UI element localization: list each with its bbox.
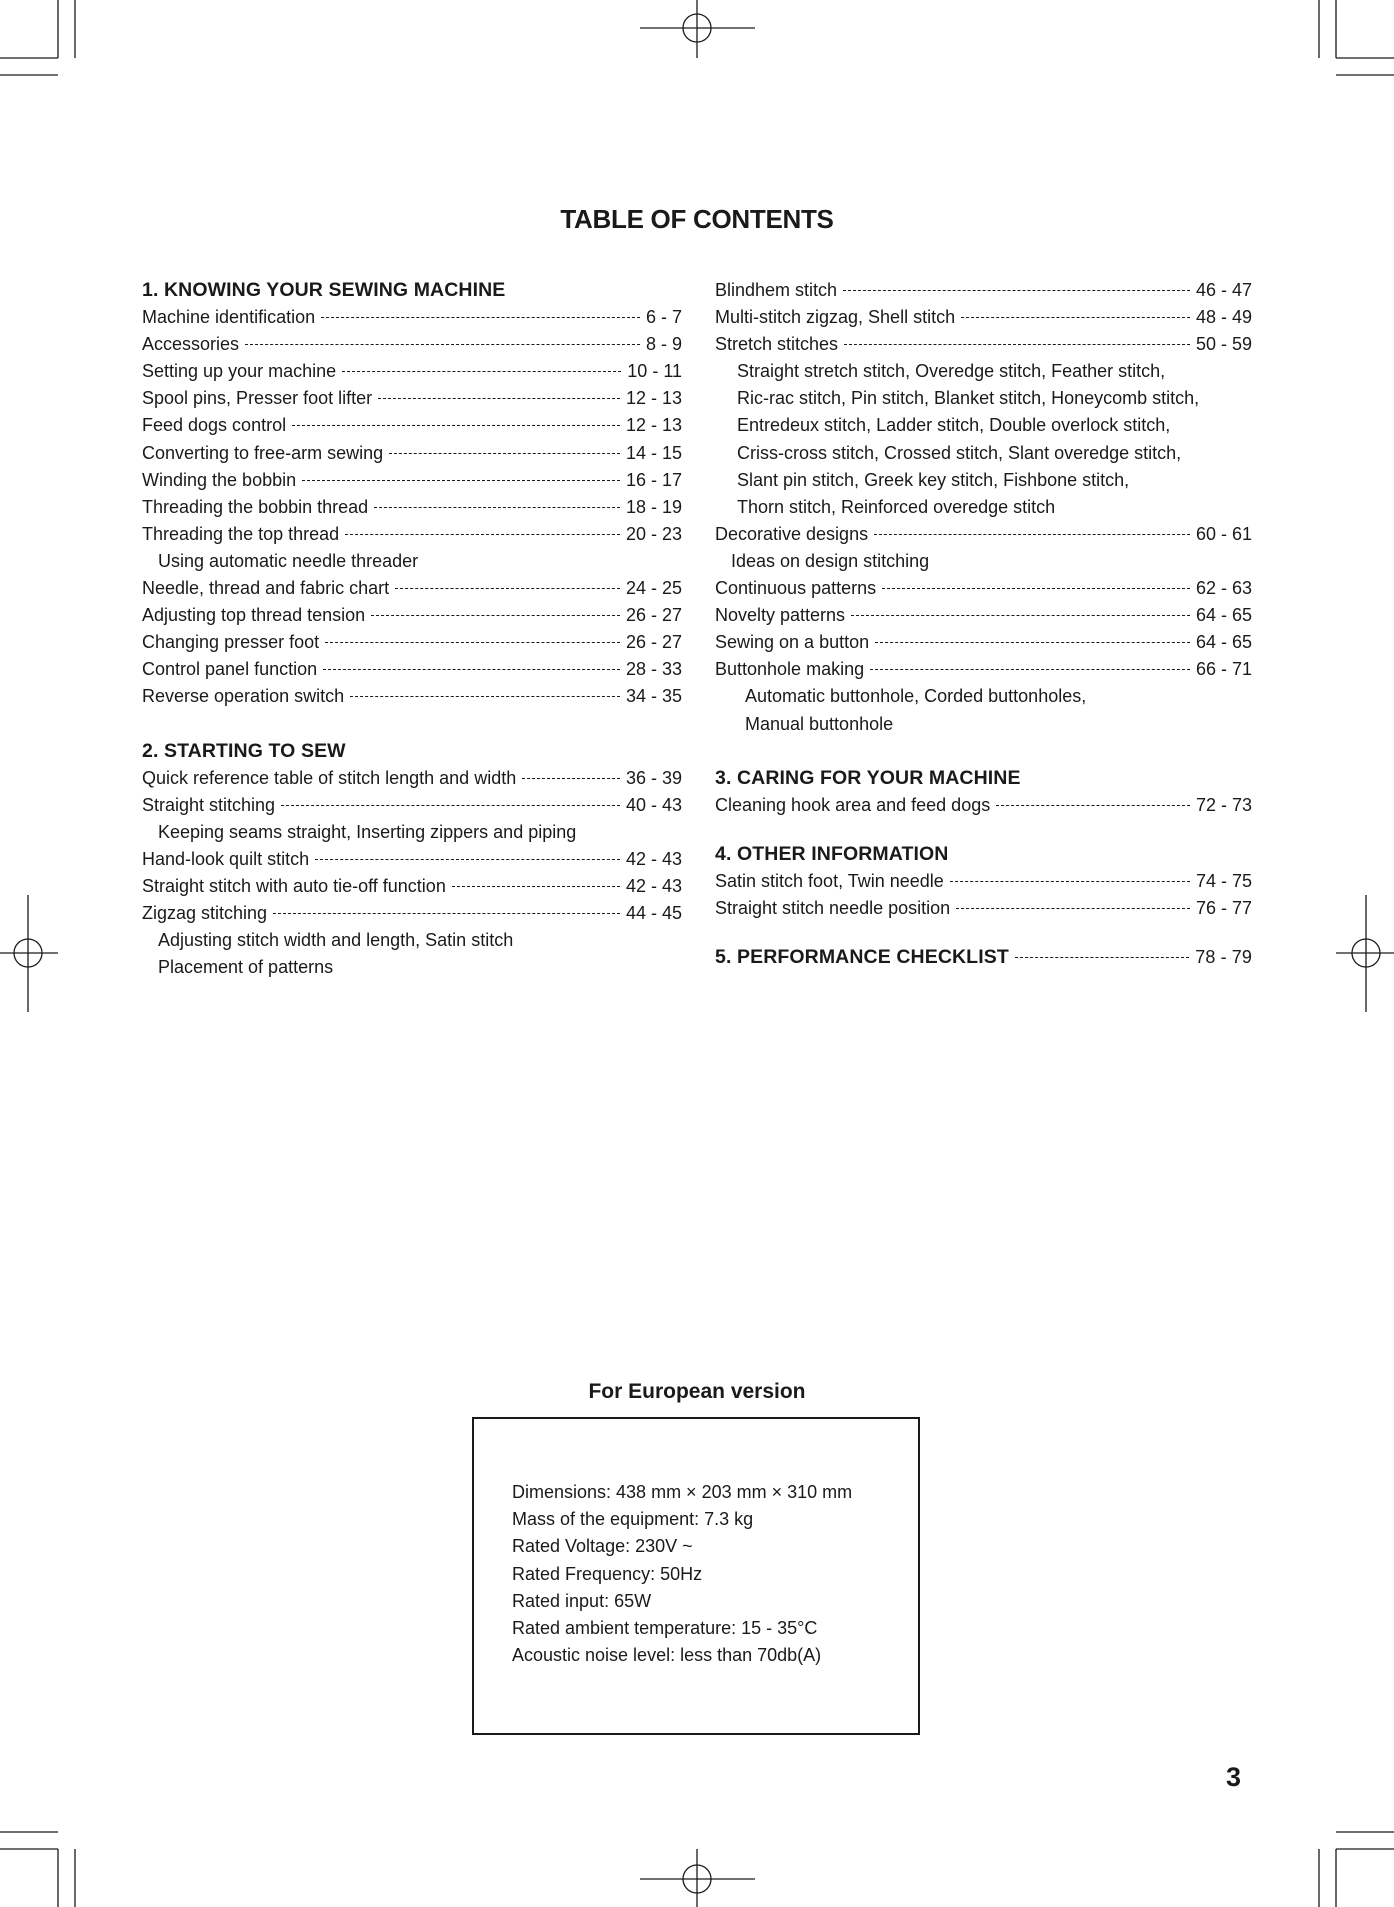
spec-line: Acoustic noise level: less than 70db(A): [512, 1645, 822, 1666]
toc-entry-label: Setting up your machine: [142, 361, 337, 382]
section-heading: 4. OTHER INFORMATION: [715, 842, 949, 865]
toc-subentry: Adjusting stitch width and length, Satin stitch: [158, 930, 514, 951]
leader-dots: [961, 317, 1190, 318]
toc-entry[interactable]: [715, 575, 1252, 602]
toc-entry[interactable]: [142, 846, 682, 873]
leader-dots: [323, 669, 620, 670]
toc-subentry: Slant pin stitch, Greek key stitch, Fishbone stitch,: [737, 469, 1130, 490]
leader-dots: [321, 317, 640, 318]
toc-entry[interactable]: [142, 900, 682, 927]
toc-entry-pages: 10 - 11: [627, 361, 682, 382]
toc-entry-label: Zigzag stitching: [142, 903, 268, 924]
toc-entry-label: Control panel function: [142, 659, 318, 680]
toc-entry[interactable]: [142, 873, 682, 900]
toc-entry-label: Straight stitching: [142, 794, 276, 815]
leader-dots: [378, 398, 620, 399]
toc-entry[interactable]: [715, 656, 1252, 683]
toc-entry-label: Adjusting top thread tension: [142, 605, 366, 626]
toc-entry[interactable]: [142, 521, 682, 548]
toc-entry-pages: 12 - 13: [625, 415, 682, 436]
toc-entry[interactable]: [142, 656, 682, 683]
spec-line: Rated Voltage: 230V ~: [512, 1536, 693, 1557]
toc-entry-label: Cleaning hook area and feed dogs: [715, 794, 991, 815]
leader-dots: [371, 615, 620, 616]
leader-dots: [350, 696, 620, 697]
toc-entry-pages: 42 - 43: [625, 848, 682, 869]
toc-entry-pages: 26 - 27: [625, 632, 682, 653]
toc-entry-label: Hand-look quilt stitch: [142, 848, 310, 869]
leader-dots: [844, 344, 1190, 345]
toc-subentry: Ideas on design stitching: [731, 550, 930, 571]
toc-subentry: Ric-rac stitch, Pin stitch, Blanket stitch, Honeycomb stitch,: [737, 388, 1200, 409]
toc-entry-pages: 36 - 39: [625, 767, 682, 788]
section-gap: [715, 922, 1252, 944]
leader-dots: [292, 425, 620, 426]
toc-entry-label: Machine identification: [142, 307, 316, 328]
toc-entry-pages: 76 - 77: [1195, 898, 1252, 919]
toc-entry[interactable]: [142, 494, 682, 521]
toc-entry-pages: 66 - 71: [1195, 659, 1252, 680]
toc-entry[interactable]: [142, 683, 682, 710]
toc-left-column: [142, 277, 682, 981]
spec-list: [512, 1479, 852, 1669]
toc-entry-label: Threading the bobbin thread: [142, 496, 369, 517]
spec-line: Rated ambient temperature: 15 - 35°C: [512, 1617, 818, 1638]
toc-entry[interactable]: [142, 331, 682, 358]
toc-entry-pages: 26 - 27: [625, 605, 682, 626]
toc-entry-pages: 28 - 33: [625, 659, 682, 680]
leader-dots: [956, 908, 1190, 909]
toc-entry-pages: 60 - 61: [1195, 523, 1252, 544]
toc-subentry: Thorn stitch, Reinforced overedge stitch: [737, 496, 1056, 517]
toc-entry[interactable]: [142, 304, 682, 331]
leader-dots: [374, 507, 620, 508]
leader-dots: [875, 642, 1190, 643]
leader-dots: [302, 480, 620, 481]
section-heading: 5. PERFORMANCE CHECKLIST: [715, 946, 1009, 969]
toc-entry-pages: 34 - 35: [625, 686, 682, 707]
toc-entry[interactable]: [142, 629, 682, 656]
toc-entry-label: Buttonhole making: [715, 659, 865, 680]
section-gap: [715, 819, 1252, 841]
toc-entry-label: Needle, thread and fabric chart: [142, 578, 390, 599]
toc-entry-label: Quick reference table of stitch length and width: [142, 767, 517, 788]
leader-dots: [882, 588, 1190, 589]
toc-entry[interactable]: [715, 602, 1252, 629]
leader-dots: [452, 886, 620, 887]
leader-dots: [325, 642, 620, 643]
toc-entry[interactable]: [142, 385, 682, 412]
toc-entry-label: Straight stitch with auto tie-off function: [142, 876, 446, 897]
toc-entry-pages: 72 - 73: [1195, 794, 1252, 815]
toc-entry-pages: 62 - 63: [1195, 578, 1252, 599]
leader-dots: [870, 669, 1190, 670]
toc-entry-pages: 48 - 49: [1195, 307, 1252, 328]
section-gap: [715, 738, 1252, 765]
leader-dots: [874, 534, 1190, 535]
toc-entry[interactable]: [142, 467, 682, 494]
leader-dots: [395, 588, 620, 589]
leader-dots: [522, 778, 620, 779]
toc-entry-label: Spool pins, Presser foot lifter: [142, 388, 373, 409]
leader-dots: [1015, 957, 1189, 958]
toc-entry-pages: 16 - 17: [625, 469, 682, 490]
toc-entry[interactable]: [715, 521, 1252, 548]
leader-dots: [345, 534, 620, 535]
toc-entry[interactable]: [715, 792, 1252, 819]
toc-entry-pages: 78 - 79: [1195, 947, 1252, 968]
toc-entry[interactable]: [715, 277, 1252, 304]
leader-dots: [342, 371, 621, 372]
section-heading: 2. STARTING TO SEW: [142, 739, 346, 762]
toc-entry-pages: 20 - 23: [625, 523, 682, 544]
spec-line: Mass of the equipment: 7.3 kg: [512, 1509, 754, 1530]
toc-subentry: Using automatic needle threader: [158, 550, 419, 571]
spec-box: [472, 1417, 920, 1735]
leader-dots: [315, 859, 620, 860]
toc-entry-pages: 50 - 59: [1195, 334, 1252, 355]
toc-entry[interactable]: [142, 440, 682, 467]
toc-entry-label: Decorative designs: [715, 523, 869, 544]
leader-dots: [843, 290, 1190, 291]
page-number: 3: [1226, 1762, 1242, 1792]
toc-entry-label: Converting to free-arm sewing: [142, 442, 384, 463]
toc-subentry: Automatic buttonhole, Corded buttonholes,: [745, 686, 1087, 707]
leader-dots: [851, 615, 1190, 616]
leader-dots: [281, 805, 620, 806]
toc-entry[interactable]: [142, 792, 682, 819]
toc-entry[interactable]: [142, 765, 682, 792]
toc-entry-pages: 64 - 65: [1195, 605, 1252, 626]
toc-entry[interactable]: [142, 602, 682, 629]
toc-entry-label: Threading the top thread: [142, 523, 340, 544]
toc-entry[interactable]: [715, 868, 1252, 895]
spec-line: Dimensions: 438 mm × 203 mm × 310 mm: [512, 1482, 853, 1502]
toc-entry-label: Changing presser foot: [142, 632, 320, 653]
toc-subentry: Straight stretch stitch, Overedge stitch, Feather stitch,: [737, 361, 1166, 382]
section-gap: [142, 711, 682, 738]
toc-entry-label: Satin stitch foot, Twin needle: [715, 870, 944, 891]
toc-entry-pages: 42 - 43: [625, 876, 682, 897]
toc-entry-pages: 24 - 25: [625, 578, 682, 599]
spec-line: Rated input: 65W: [512, 1590, 652, 1611]
toc-entry-pages: 40 - 43: [625, 794, 682, 815]
toc-entry-label: Continuous patterns: [715, 578, 877, 599]
toc-entry-pages: 6 - 7: [645, 307, 682, 328]
toc-entry[interactable]: [715, 331, 1252, 358]
toc-subentry: Entredeux stitch, Ladder stitch, Double overlock stitch,: [737, 415, 1171, 436]
toc-entry-pages: 14 - 15: [625, 442, 682, 463]
toc-entry-label: Reverse operation switch: [142, 686, 345, 707]
toc-entry-pages: 44 - 45: [625, 903, 682, 924]
toc-entry-label: Straight stitch needle position: [715, 898, 951, 919]
toc-subentry: Keeping seams straight, Inserting zippers and piping: [158, 821, 577, 842]
toc-entry[interactable]: [142, 412, 682, 439]
toc-entry[interactable]: [142, 358, 682, 385]
toc-entry-label: Feed dogs control: [142, 415, 287, 436]
toc-entry[interactable]: [715, 629, 1252, 656]
toc-entry-label: Novelty patterns: [715, 605, 846, 626]
leader-dots: [389, 453, 620, 454]
section-heading: 3. CARING FOR YOUR MACHINE: [715, 766, 1021, 789]
section-heading: 1. KNOWING YOUR SEWING MACHINE: [142, 279, 506, 301]
toc-entry-pages: 64 - 65: [1195, 632, 1252, 653]
toc-entry-label: Accessories: [142, 334, 240, 355]
leader-dots: [245, 344, 640, 345]
toc-entry-pages: 18 - 19: [625, 496, 682, 517]
toc-entry-label: Sewing on a button: [715, 632, 870, 653]
toc-entry[interactable]: [715, 895, 1252, 922]
toc-entry-label: Multi-stitch zigzag, Shell stitch: [715, 307, 956, 328]
spec-line: Rated Frequency: 50Hz: [512, 1563, 703, 1584]
toc-entry[interactable]: [715, 304, 1252, 331]
page-title: TABLE OF CONTENTS: [560, 204, 834, 234]
leader-dots: [273, 913, 620, 914]
toc-entry-pages: 8 - 9: [645, 334, 682, 355]
toc-entry[interactable]: [142, 575, 682, 602]
european-version-title: For European version: [588, 1380, 806, 1403]
toc-subentry: Criss-cross stitch, Crossed stitch, Slant overedge stitch,: [737, 442, 1182, 463]
toc-entry-pages: 46 - 47: [1195, 280, 1252, 300]
leader-dots: [996, 805, 1190, 806]
leader-dots: [950, 881, 1190, 882]
toc-entry-label: Blindhem stitch: [715, 280, 838, 300]
toc-subentry: Placement of patterns: [158, 957, 334, 978]
toc-entry-label: Stretch stitches: [715, 334, 839, 355]
toc-entry-pages: 12 - 13: [625, 388, 682, 409]
toc-entry-pages: 74 - 75: [1195, 870, 1252, 891]
toc-entry[interactable]: [715, 944, 1252, 971]
toc-right-column: [715, 277, 1252, 971]
toc-entry-label: Winding the bobbin: [142, 469, 297, 490]
toc-subentry: Manual buttonhole: [745, 713, 894, 734]
